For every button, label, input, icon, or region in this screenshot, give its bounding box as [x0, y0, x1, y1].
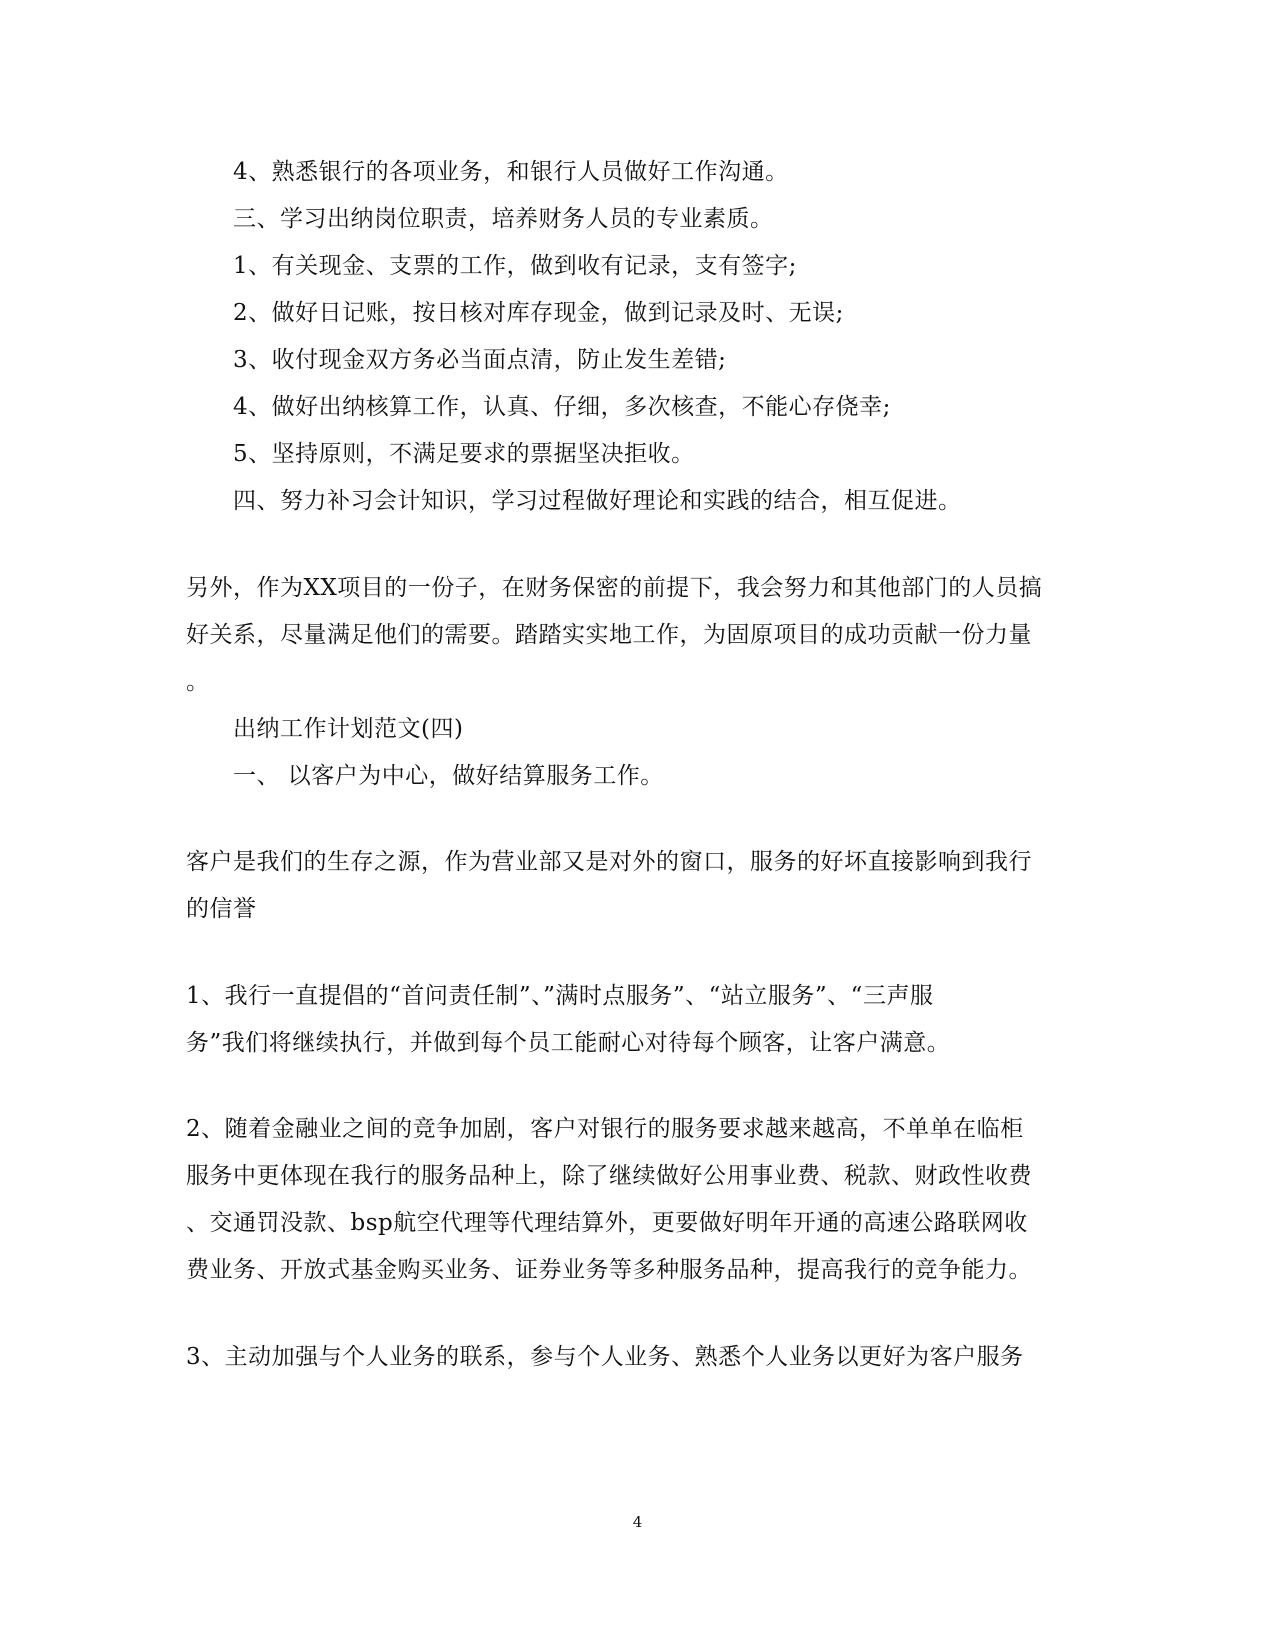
page-number: 4 — [632, 1513, 643, 1531]
text-line: 另外，作为XX项目的一份子，在财务保密的前提下，我会努力和其他部门的人员搞 — [186, 575, 1043, 601]
text-line: 服务中更体现在我行的服务品种上，除了继续做好公用事业费、税款、财政性收费 — [186, 1163, 1032, 1189]
text-line: 1、有关现金、支票的工作，做到收有记录，支有签字; — [233, 253, 797, 279]
text-line: 3、主动加强与个人业务的联系，参与个人业务、熟悉个人业务以更好为客户服务 — [186, 1344, 1024, 1370]
text-line: 4、做好出纳核算工作，认真、仔细，多次核查，不能心存侥幸; — [233, 394, 891, 420]
text-line: 3、收付现金双方务必当面点清，防止发生差错; — [233, 347, 727, 373]
text-line: 客户是我们的生存之源，作为营业部又是对外的窗口，服务的好坏直接影响到我行 — [186, 849, 1032, 875]
text-line: 。 — [186, 669, 210, 695]
text-line: 2、随着金融业之间的竞争加剧，客户对银行的服务要求越来越高，不单单在临柜 — [186, 1116, 1024, 1142]
text-line: 4、熟悉银行的各项业务，和银行人员做好工作沟通。 — [233, 159, 789, 185]
text-line: 一、 以客户为中心，做好结算服务工作。 — [233, 763, 664, 789]
text-line: 5、坚持原则，不满足要求的票据坚决拒收。 — [233, 441, 695, 467]
text-line: 三、学习出纳岗位职责，培养财务人员的专业素质。 — [233, 206, 774, 232]
text-line: 1、我行一直提倡的“首问责任制”、”满时点服务”、“站立服务”、“三声服 — [186, 983, 934, 1009]
text-line: 好关系，尽量满足他们的需要。踏踏实实地工作，为固原项目的成功贡献一份力量 — [186, 622, 1032, 648]
text-line: 四、努力补习会计知识，学习过程做好理论和实践的结合，相互促进。 — [233, 488, 962, 514]
text-line: 2、做好日记账，按日核对库存现金，做到记录及时、无误; — [233, 300, 844, 326]
text-line: 费业务、开放式基金购买业务、证券业务等多种服务品种，提高我行的竞争能力。 — [186, 1257, 1032, 1283]
text-line: 务”我们将继续执行，并做到每个员工能耐心对待每个顾客，让客户满意。 — [186, 1030, 951, 1056]
text-line: 的信誉 — [186, 896, 257, 922]
section-heading: 出纳工作计划范文(四) — [233, 716, 464, 742]
text-line: 、交通罚没款、bsp航空代理等代理结算外，更要做好明年开通的高速公路联网收 — [186, 1210, 1028, 1236]
